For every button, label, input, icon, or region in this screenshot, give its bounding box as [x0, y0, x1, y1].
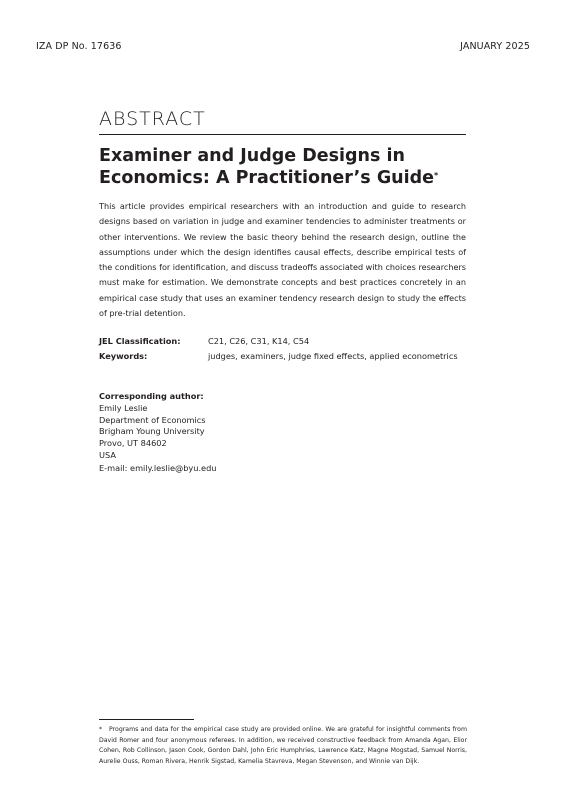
corresponding-author [99, 391, 216, 475]
jel-classification [99, 333, 469, 348]
author-city: Provo, UT 84602 [99, 438, 167, 449]
abstract-text: This article provides empirical researchers with an introduction and guide to research designs based on variation in judge and examiner tendencies to administer treatments or other interventions. We review the basic theory behind the research design, outline the assumptions under which the design identifies causal effects, describe empirical tests of the conditions for identification, and discuss tradeoffs associated with choices researchers must make for estimation. We demonstrate concepts and best practices concretely in an empirical case study that uses an examiner tendency research design to study the effects of pre-trial detention. [99, 201, 466, 319]
author-department: Department of Economics [99, 414, 206, 425]
footnote-text: Programs and data for the empirical case study are provided online. We are grateful for insightful comments from David Romer and four anonymous referees. In addition, we received constructive feedback from Amanda Agan, Elior Cohen, Rob Collinson, Jason Cook, Gordon Dahl, John Eric Humphries, Lawrence Katz, Magne Mogstad, Samuel Norris, Aurelie Ouss, Roman Rivera, Henrik Sigstad, Kamelia Stavreva, Megan Stevenson, and Winnie van Dijk. [99, 726, 467, 765]
keywords-label: Keywords: [99, 350, 148, 361]
footnote-rule [99, 719, 194, 720]
footnote-mark: * [99, 726, 103, 733]
title-footnote-mark: * [434, 171, 439, 180]
paper-date: JANUARY 2025 [460, 41, 530, 52]
keywords-list: judges, examiners, judge fixed effects, applied econometrics [208, 350, 458, 361]
keywords [99, 348, 469, 363]
section-heading: ABSTRACT [99, 108, 206, 130]
author-name: Emily Leslie [99, 402, 148, 413]
paper-number: IZA DP No. 17636 [36, 41, 122, 52]
heading-rule [99, 134, 466, 135]
footnote [99, 725, 467, 767]
jel-codes: C21, C26, C31, K14, C54 [208, 335, 310, 346]
paper-title [99, 145, 479, 189]
corresponding-author-label: Corresponding author: [99, 391, 204, 401]
paper-title-text: Examiner and Judge Designs in Economics: A Practitioner’s Guide [99, 146, 435, 188]
jel-label: JEL Classification: [99, 335, 181, 346]
author-email[interactable]: E-mail: emily.leslie@byu.edu [99, 462, 217, 473]
author-university: Brigham Young University [99, 426, 205, 437]
author-country: USA [99, 449, 116, 460]
